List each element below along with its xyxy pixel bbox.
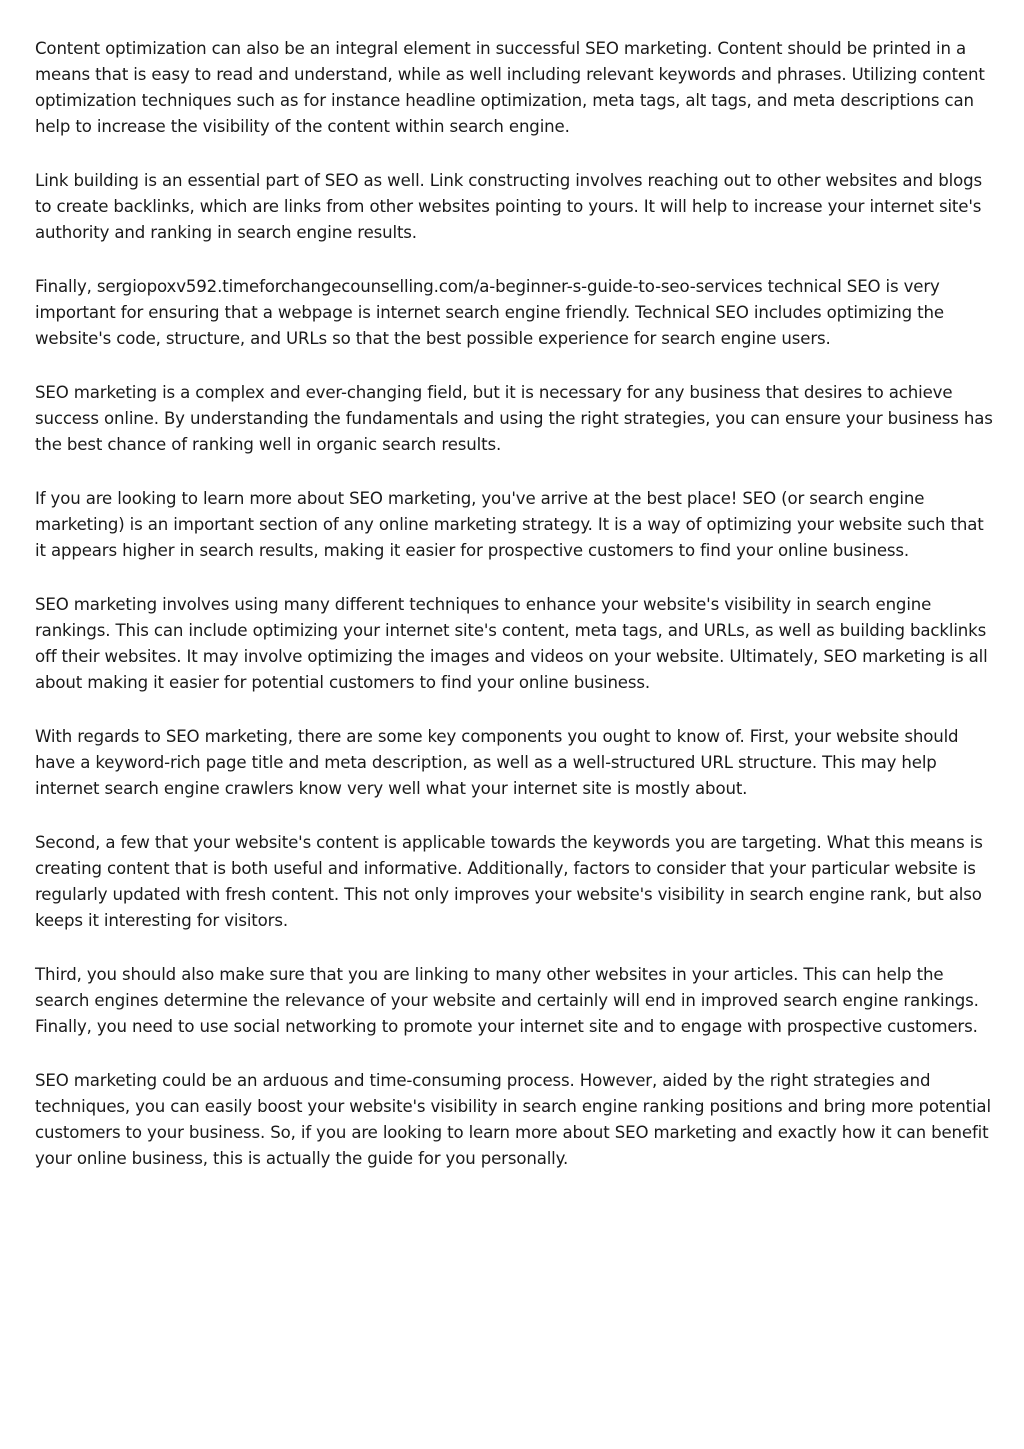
paragraph: With regards to SEO marketing, there are some key components you ought to know of. First, your website should have a keyword-rich page title and meta description, as well as a well-structured URL structure. This may help internet search engine crawlers know very well what your internet site is mostly about. (35, 727, 959, 798)
article-body (35, 36, 993, 1200)
paragraph: Finally, sergiopoxv592.timeforchangecounselling.com/a-beginner-s-guide-to-seo-services technical SEO is very important for ensuring that a webpage is internet search engine friendly. Technical SEO includes optimizing the website's code, structure, and URLs so that the best possible experience for search engine users. (35, 277, 944, 348)
paragraph: Second, a few that your website's content is applicable towards the keywords you are targeting. What this means is creating content that is both useful and informative. Additionally, factors to consider that your particular website is regularly updated with fresh content. This not only improves your website's visibility in search engine rank, but also keeps it interesting for visitors. (35, 833, 983, 930)
paragraph: Content optimization can also be an integral element in successful SEO marketing. Content should be printed in a means that is easy to read and understand, while as well including relevant keywords and phrases. Utilizing content optimization techniques such as for instance headline optimization, meta tags, alt tags, and meta descriptions can help to increase the visibility of the content within search engine. (35, 39, 985, 136)
paragraph: SEO marketing is a complex and ever-changing field, but it is necessary for any business that desires to achieve success online. By understanding the fundamentals and using the right strategies, you can ensure your business has the best chance of ranking well in organic search results. (35, 383, 993, 454)
paragraph: Third, you should also make sure that you are linking to many other websites in your articles. This can help the search engines determine the relevance of your website and certainly will end in improved search engine rankings. Finally, you need to use social networking to promote your internet site and to engage with prospective customers. (35, 965, 979, 1036)
paragraph: SEO marketing involves using many different techniques to enhance your website's visibility in search engine rankings. This can include optimizing your internet site's content, meta tags, and URLs, as well as building backlinks off their websites. It may involve optimizing the images and videos on your website. Ultimately, SEO marketing is all about making it easier for potential customers to find your online business. (35, 595, 988, 692)
paragraph: Link building is an essential part of SEO as well. Link constructing involves reaching out to other websites and blogs to create backlinks, which are links from other websites pointing to yours. It will help to increase your internet site's authority and ranking in search engine results. (35, 171, 982, 242)
paragraph: If you are looking to learn more about SEO marketing, you've arrive at the best place! SEO (or search engine marketing) is an important section of any online marketing strategy. It is a way of optimizing your website such that it appears higher in search results, making it easier for prospective customers to find your online business. (35, 489, 984, 560)
paragraph: SEO marketing could be an arduous and time-consuming process. However, aided by the right strategies and techniques, you can easily boost your website's visibility in search engine ranking positions and bring more potential customers to your business. So, if you are looking to learn more about SEO marketing and exactly how it can benefit your online business, this is actually the guide for you personally. (35, 1071, 991, 1168)
